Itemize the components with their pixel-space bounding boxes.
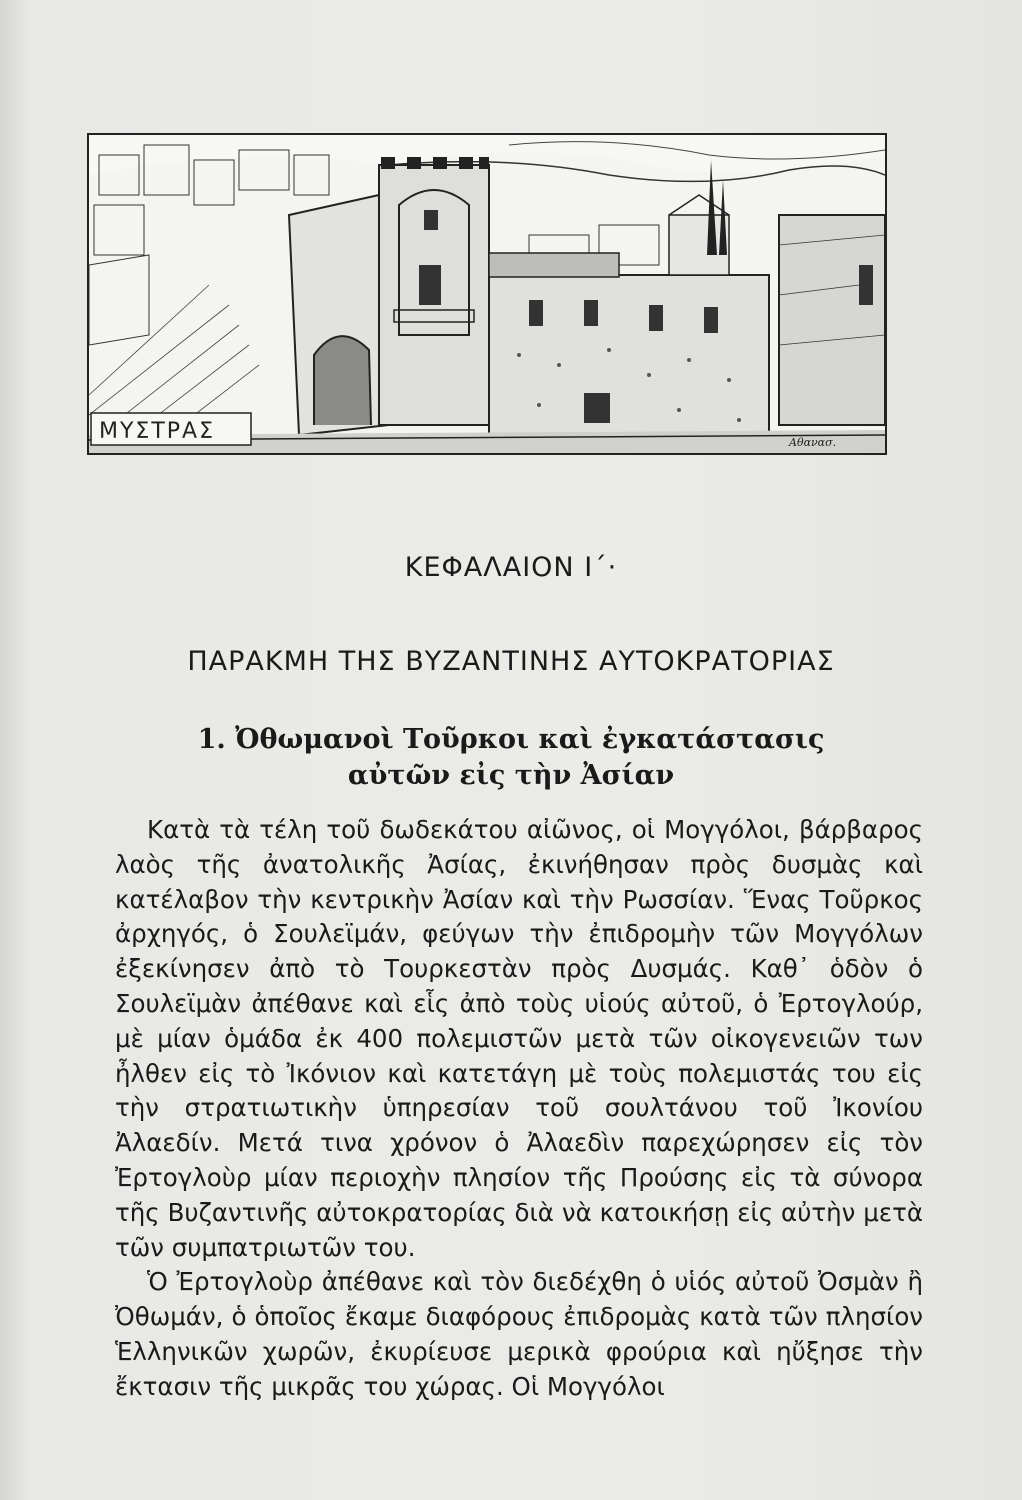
illustration-caption: ΜΥΣΤΡΑΣ	[99, 419, 215, 444]
body-text	[115, 813, 923, 1405]
paragraph: Κατὰ τὰ τέλη τοῦ δωδεκάτου αἰῶνος, οἱ Μογγόλοι, βάρβαρος λαὸς τῆς ἀνατολικῆς Ἀσίας, ἐκινήθησαν πρὸς δυσμὰς καὶ κατέλαβον τὴν κεντρικὴν Ἀσίαν καὶ τὴν Ρωσσίαν. Ἕνας Τοῦρκος ἀρχηγός, ὁ Σουλεϊμάν, φεύγων τὴν ἐπιδρομὴν τῶν Μογγόλων ἐξεκίνησεν ἀπὸ τὸ Τουρκεστὰν πρὸς Δυσμάς. Καθ᾽ ὁδὸν ὁ Σουλεϊμὰν ἀπέθανε καὶ εἷς ἀπὸ τοὺς υἱούς αὐτοῦ, ὁ Ἐρτογλούρ, μὲ μίαν ὁμάδα ἐκ 400 πολεμιστῶν μετὰ τῶν οἰκογενειῶν των ἦλθεν εἰς τὸ Ἰκόνιον καὶ κατετάγη μὲ τοὺς πολεμιστάς του εἰς τὴν στρατιωτικὴν ὑπηρεσίαν τοῦ σουλτάνου τοῦ Ἰκονίου Ἀλαεδίν. Μετά τινα χρόνον ὁ Ἀλαεδὶν παρεχώρησεν εἰς τὸν Ἐρτογλοὺρ μίαν περιοχὴν πλησίον τῆς Προύσης εἰς τὰ σύνορα τῆς Βυζαντινῆς αὐτοκρατορίας διὰ νὰ κατοικήσῃ εἰς αὐτὴν μετὰ τῶν συμπατριωτῶν του.	[115, 815, 923, 1262]
section-heading-line-1: 1. Ὀθωμανοὶ Τοῦρκοι καὶ ἐγκατάστασις	[197, 724, 825, 755]
mystras-illustration	[87, 133, 887, 455]
chapter-heading: ΚΕΦΑΛΑΙΟΝ Ι΄·	[404, 552, 618, 583]
chapter-title: ΠΑΡΑΚΜΗ ΤΗΣ ΒΥΖΑΝΤΙΝΗΣ ΑΥΤΟΚΡΑΤΟΡΙΑΣ	[187, 646, 835, 677]
section-heading-line-2: αὐτῶν εἰς τὴν Ἀσίαν	[347, 760, 675, 791]
paragraph: Ὁ Ἐρτογλοὺρ ἀπέθανε καὶ τὸν διεδέχθη ὁ υἱός αὐτοῦ Ὀσμὰν ἢ Ὀθωμάν, ὁ ὁποῖος ἔκαμε διαφόρους ἐπιδρομὰς κατὰ τῶν πλησίον Ἑλληνικῶν χωρῶν, ἐκυρίευσε μερικὰ φρούρια καὶ ηὔξησε τὴν ἔκτασιν τῆς μικρᾶς του χώρας. Οἱ Μογγόλοι	[115, 1267, 923, 1401]
artist-signature: Αθανασ.	[789, 436, 837, 449]
mystras-drawing	[89, 135, 885, 453]
section-heading	[0, 722, 1022, 794]
